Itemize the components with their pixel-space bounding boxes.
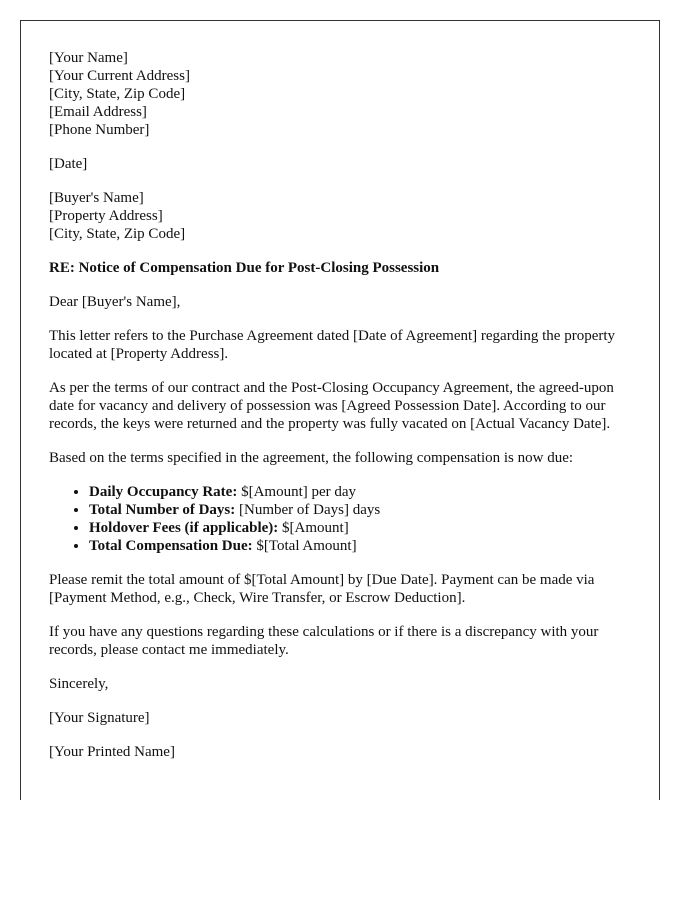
paragraph-agreement: This letter refers to the Purchase Agreement dated [Date of Agreement] regarding the property located at [Property Address]. [49,328,616,362]
recipient-name: [Buyer's Name] [49,190,144,206]
compensation-item-value: $[Amount] [278,520,349,536]
sender-name: [Your Name] [49,50,128,66]
compensation-list [49,483,634,555]
sender-address: [Your Current Address] [49,68,190,84]
salutation: Dear [Buyer's Name], [49,294,181,310]
compensation-item-label: Total Compensation Due: [89,538,253,554]
compensation-item-label: Daily Occupancy Rate: [89,484,238,500]
recipient-city-state-zip: [City, State, Zip Code] [49,226,186,242]
recipient-address: [Property Address] [49,208,163,224]
sender-city-state-zip: [City, State, Zip Code] [49,86,186,102]
subject-line: RE: Notice of Compensation Due for Post-Closing Possession [49,260,440,276]
paragraph-compensation-intro: Based on the terms specified in the agreement, the following compensation is now due: [49,450,574,466]
signature: [Your Signature] [49,710,150,726]
closing: Sincerely, [49,676,109,692]
letter-page [20,20,660,800]
sender-phone: [Phone Number] [49,122,150,138]
sender-block [49,49,634,139]
printed-name: [Your Printed Name] [49,744,175,760]
paragraph-questions: If you have any questions regarding these calculations or if there is a discrepancy with your records, please contact me immediately. [49,624,599,658]
paragraph-possession: As per the terms of our contract and the Post-Closing Occupancy Agreement, the agreed-upon date for vacancy and delivery of possession was [Agreed Possession Date]. According to our records, the keys were returned and the property was fully vacated on [Actual Vacancy Date]. [49,380,614,432]
sender-email: [Email Address] [49,104,147,120]
paragraph-payment: Please remit the total amount of $[Total Amount] by [Due Date]. Payment can be made via [Payment Method, e.g., Check, Wire Transfer, or Escrow Deduction]. [49,572,595,606]
compensation-item [89,519,634,537]
compensation-item [89,483,634,501]
recipient-block [49,189,634,243]
compensation-item-value: [Number of Days] days [235,502,381,518]
compensation-item-value: $[Amount] per day [237,484,357,500]
compensation-item-label: Total Number of Days: [89,502,236,518]
compensation-item-value: $[Total Amount] [252,538,357,554]
compensation-item [89,501,634,519]
letter-content [49,49,634,777]
compensation-item [89,537,634,555]
compensation-item-label: Holdover Fees (if applicable): [89,520,279,536]
letter-date: [Date] [49,156,88,172]
